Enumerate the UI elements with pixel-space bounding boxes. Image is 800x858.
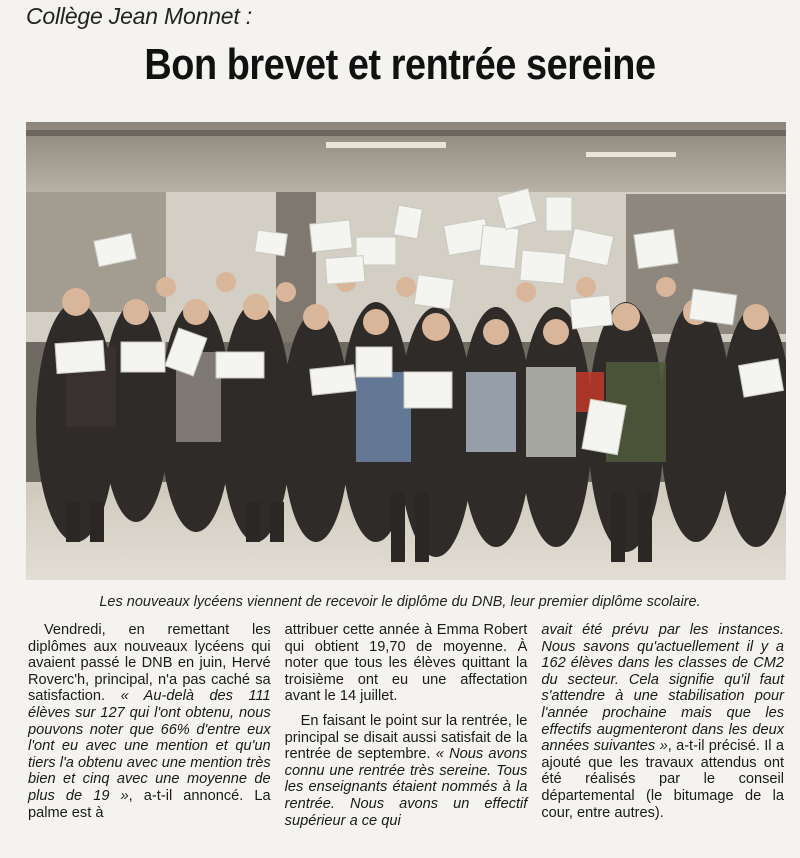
group-photo-icon <box>26 122 786 580</box>
article-column-3 <box>541 622 784 852</box>
paragraph <box>541 622 784 821</box>
article-column-2 <box>285 622 528 852</box>
quote-text: avait été prévu par les instances. Nous savons qu'actuellement il y a 162 élèves dans les classes de CM2 du secteur. Cela signifie qu'il faut s'attendre à une stabilisation pour l'année prochaine mais que les effectifs augmenteront dans les deux années suivantes » <box>541 622 785 755</box>
article-column-1 <box>28 622 271 852</box>
paragraph-text: En faisant le point sur la rentrée, le principal se disait aussi satisfait de la rentrée de septembre. <box>284 712 528 763</box>
paragraph: attribuer cette année à Emma Robert qui obtient 19,70 de moyenne. À noter que tous les élèves quittant la troisième ont eu une affectation avant le 14 juillet. <box>284 622 528 705</box>
paragraph-text: Vendredi, en remettant les diplômes aux nouveaux lycéens qui avaient passé le DNB en juin, Hervé Roverc'h, principal, n'a pas caché sa satisfaction. <box>28 622 271 705</box>
photo-caption: Les nouveaux lycéens viennent de recevoir le diplôme du DNB, leur premier diplôme scolaire. <box>99 594 701 610</box>
article-photo <box>26 122 786 580</box>
quote-text: « Au-delà des 111 élèves sur 127 qui l'ont obtenu, nous pouvons noter que 66% d'entre eux l'ont eu avec une mention et qu'un tiers l'a obtenu avec une mention très bien et cinq avec une moyenne de plus de 19 » <box>28 688 271 804</box>
paragraph <box>28 622 271 821</box>
article-headline: Bon brevet et rentrée sereine <box>144 40 656 89</box>
paragraph-text: , a-t-il précisé. Il a ajouté que les travaux attendus ont été réalisés par le conseil départemental (le bitumage de la cour, entre autres). <box>541 738 785 821</box>
paragraph-text: , a-t-il annoncé. La palme est à <box>28 787 271 821</box>
quote-text: « Nous avons connu une rentrée très sereine. Tous les enseignants étaient nommés à la rentrée. Nous avons un effectif supérieur a ce qui <box>284 746 528 829</box>
article-body <box>28 622 784 852</box>
article-kicker: Collège Jean Monnet : <box>26 3 252 29</box>
paragraph <box>285 713 528 829</box>
